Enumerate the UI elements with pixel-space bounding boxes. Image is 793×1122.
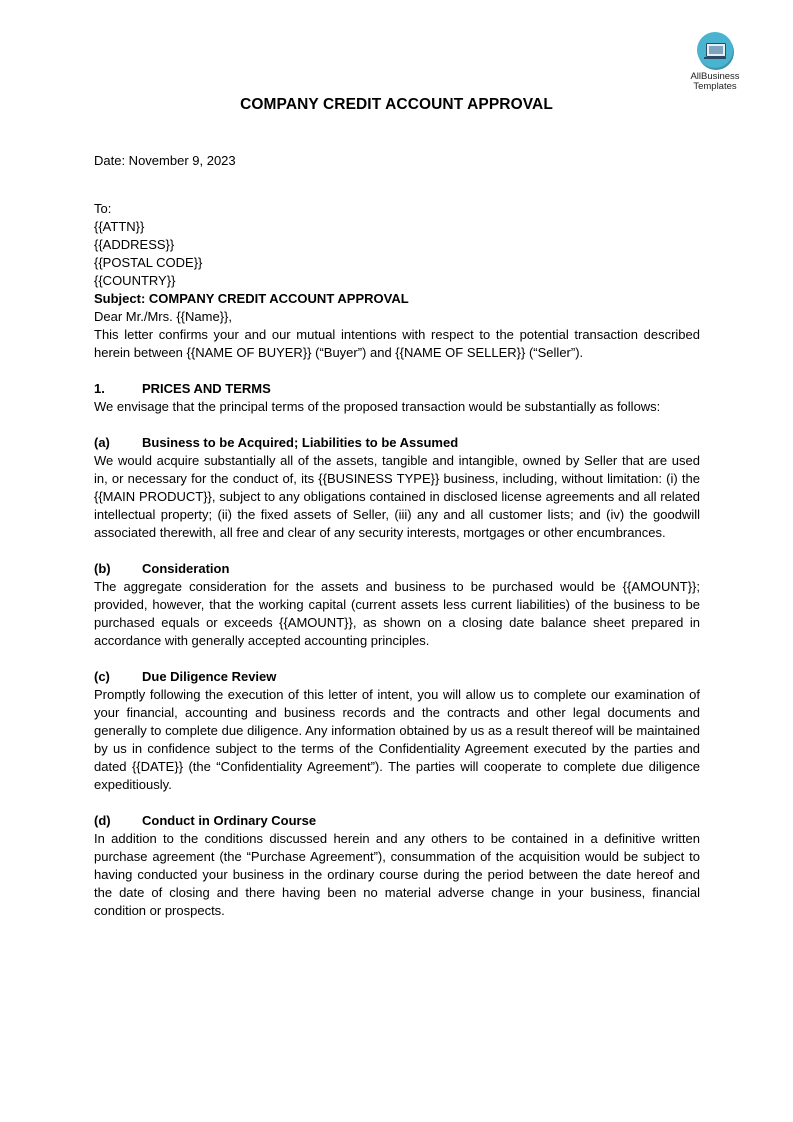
clause-number: (c) <box>94 669 110 684</box>
clause-heading <box>94 434 700 452</box>
clause-title: Conduct in Ordinary Course <box>142 813 317 828</box>
section-title: PRICES AND TERMS <box>142 381 271 396</box>
section-number: 1. <box>94 381 105 396</box>
company-logo <box>680 30 750 92</box>
address-line: {{ATTN}} <box>94 219 145 234</box>
laptop-icon <box>697 32 733 68</box>
clause-text: Promptly following the execution of this letter of intent, you will allow us to complete our examination of your financial, accounting and business records and the contracts and other legal documents and generally to complete due diligence. Any information obtained by us as a result thereof will be maintained by us in confidence subject to the terms of the Confidentiality Agreement executed by the parties and dated {{DATE}} (the “Confidentiality Agreement”). The parties will cooperate to complete due diligence expeditiously. <box>94 687 700 792</box>
subject-line: Subject: COMPANY CREDIT ACCOUNT APPROVAL <box>94 291 409 306</box>
clause-title: Due Diligence Review <box>142 669 277 684</box>
clause-text: We would acquire substantially all of the assets, tangible and intangible, owned by Seller that are used in, or necessary for the conduct of, its {{BUSINESS TYPE}} business, including, without limitation: (i) the {{MAIN PRODUCT}}, subject to any obligations contained in disclosed license agreements and all related intellectual property; (ii) the fixed assets of Seller, (iii) any and all customer lists; and (iv) the goodwill associated therewith, all free and clear of any security interests, mortgages or other encumbrances. <box>94 453 700 540</box>
logo-line-1: AllBusiness <box>690 71 740 82</box>
section-text: We envisage that the principal terms of the proposed transaction would be substantially as follows: <box>94 399 661 414</box>
address-line: {{COUNTRY}} <box>94 273 176 288</box>
clause-title: Business to be Acquired; Liabilities to be Assumed <box>142 435 459 450</box>
recipient-address <box>94 200 700 290</box>
clause-heading <box>94 812 700 830</box>
address-line: {{ADDRESS}} <box>94 237 175 252</box>
address-line: {{POSTAL CODE}} <box>94 255 203 270</box>
to-label: To: <box>94 201 112 216</box>
clause-number: (a) <box>94 435 110 450</box>
clause-text: In addition to the conditions discussed herein and any others to be contained in a definitive written purchase agreement (the “Purchase Agreement”), consummation of the acquisition would be subject to having conducted your business in the ordinary course during the period between the date hereof and the date of closing and there having been no material adverse change in your business, financial condition or prospects. <box>94 831 700 918</box>
clause-number: (d) <box>94 813 111 828</box>
clause-title: Consideration <box>142 561 230 576</box>
letter-date: Date: November 9, 2023 <box>94 153 236 168</box>
clause-text: The aggregate consideration for the assets and business to be purchased would be {{AMOUNT}}; provided, however, that the working capital (current assets less current liabilities) of the business to be purchased equals or exceeds {{AMOUNT}}, as shown on a closing date balance sheet prepared in accordance with generally accepted accounting principles. <box>94 579 700 648</box>
letter-body <box>94 152 700 920</box>
clause-heading <box>94 560 700 578</box>
section-heading <box>94 380 700 398</box>
clause-number: (b) <box>94 561 111 576</box>
greeting: Dear Mr./Mrs. {{Name}}, <box>94 309 232 324</box>
intro-paragraph: This letter confirms your and our mutual intentions with respect to the potential transaction described herein between {{NAME OF BUYER}} (“Buyer”) and {{NAME OF SELLER}} (“Seller”). <box>94 327 700 360</box>
logo-line-2: Templates <box>693 81 737 92</box>
logo-text <box>680 72 750 92</box>
clause-heading <box>94 668 700 686</box>
document-title: COMPANY CREDIT ACCOUNT APPROVAL <box>240 96 553 113</box>
